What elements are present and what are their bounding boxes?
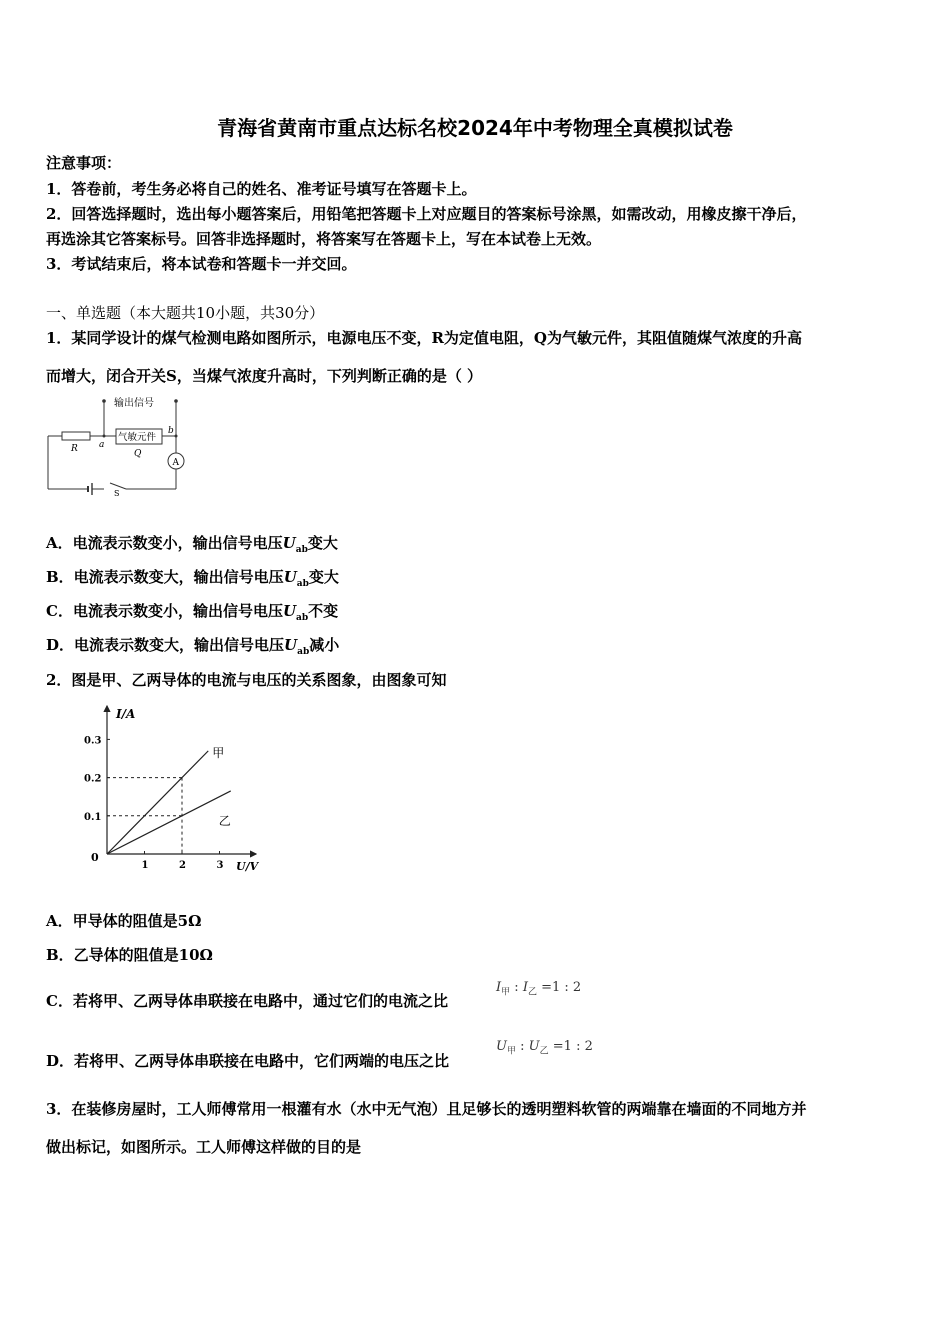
ratio-d xyxy=(496,1039,593,1057)
option-c[interactable] xyxy=(46,600,338,623)
ratio-sub: 乙 xyxy=(539,1046,549,1057)
option-var: U xyxy=(284,636,298,654)
section-heading: 一、单选题（本大题共10小题，共30分） xyxy=(46,304,325,322)
question-3-line: 3．在装修房屋时，工人师傅常用一根灌有水（水中无气泡）且足够长的透明塑料软管的两端靠在墙面的不同地方并 xyxy=(46,1100,807,1118)
series-label: 乙 xyxy=(218,813,231,828)
ratio-sub: 甲 xyxy=(506,1046,516,1057)
ratio-eq: =1 : 2 xyxy=(541,980,582,995)
iu-chart xyxy=(78,702,268,880)
question-1-line: 1．某同学设计的煤气检测电路如图所示，电源电压不变，R为定值电阻，Q为气敏元件，其阻值随煤气浓度的升高 xyxy=(46,329,802,347)
x-tick-label: 3 xyxy=(216,860,224,871)
q2-option-c[interactable]: C．若将甲、乙两导体串联接在电路中，通过它们的电流之比 xyxy=(46,992,448,1010)
option-text: A．电流表示数变小，输出信号电压 xyxy=(46,534,283,552)
option-suffix: 不变 xyxy=(308,602,339,620)
option-text: B．电流表示数变大，输出信号电压 xyxy=(46,568,284,586)
origin-label: 0 xyxy=(91,851,99,864)
option-a[interactable] xyxy=(46,532,338,555)
q2-option-a[interactable]: A．甲导体的阻值是5Ω xyxy=(46,912,202,930)
notice-item: 再选涂其它答案标号。回答非选择题时，将答案写在答题卡上，写在本试卷上无效。 xyxy=(46,230,602,248)
notice-heading: 注意事项： xyxy=(46,154,122,172)
option-sub: ab xyxy=(296,579,309,589)
x-axis-label: U/V xyxy=(236,860,259,873)
q-label: Q xyxy=(134,449,142,459)
option-d[interactable] xyxy=(46,634,339,657)
a-label: a xyxy=(99,440,105,450)
series-line-yi xyxy=(107,791,231,854)
ratio-sep: : xyxy=(520,1039,525,1054)
output-signal-label: 输出信号 xyxy=(114,398,154,409)
series-line-jia xyxy=(107,751,208,854)
resistor-r xyxy=(62,432,90,440)
ratio-sep: : xyxy=(514,980,519,995)
ratio-sub: 甲 xyxy=(501,987,511,998)
question-2-stem: 2．图是甲、乙两导体的电流与电压的关系图象，由图象可知 xyxy=(46,671,447,689)
option-sub: ab xyxy=(295,545,308,555)
option-text: D．电流表示数变大，输出信号电压 xyxy=(46,636,285,654)
option-var: U xyxy=(282,534,296,552)
option-sub: ab xyxy=(297,647,310,657)
switch-label: S xyxy=(114,489,120,497)
x-tick-label: 2 xyxy=(179,860,186,871)
y-tick-label: 0.2 xyxy=(84,773,102,785)
option-b[interactable] xyxy=(46,566,339,589)
circuit-diagram xyxy=(44,395,194,497)
ratio-c xyxy=(496,980,581,998)
page-title: 青海省黄南市重点达标名校2024年中考物理全真模拟试卷 xyxy=(217,116,733,140)
ratio-var: I xyxy=(522,980,528,995)
ratio-var: U xyxy=(496,1039,507,1054)
r-label: R xyxy=(71,444,78,454)
x-tick-label: 1 xyxy=(141,860,149,871)
option-suffix: 变大 xyxy=(308,568,339,586)
ratio-sub: 乙 xyxy=(527,987,537,998)
ratio-var: I xyxy=(496,980,502,995)
ratio-var: U xyxy=(528,1039,540,1054)
q2-option-b[interactable]: B．乙导体的阻值是10Ω xyxy=(46,946,213,964)
b-label: b xyxy=(168,426,174,436)
y-axis-label: I/A xyxy=(116,707,136,721)
option-var: U xyxy=(282,602,297,620)
ammeter-label: A xyxy=(172,458,179,468)
y-tick-label: 0.1 xyxy=(84,811,102,823)
option-sub: ab xyxy=(296,613,309,623)
series-label: 甲 xyxy=(212,745,225,760)
y-tick-label: 0.3 xyxy=(84,735,102,747)
question-1-line: 而增大，闭合开关S，当煤气浓度升高时，下列判断正确的是（ ） xyxy=(46,367,483,385)
option-text: C．电流表示数变小，输出信号电压 xyxy=(46,602,283,620)
option-suffix: 变大 xyxy=(307,534,338,552)
question-3-line: 做出标记，如图所示。工人师傅这样做的目的是 xyxy=(46,1138,362,1156)
q2-option-d[interactable]: D．若将甲、乙两导体串联接在电路中，它们两端的电压之比 xyxy=(46,1052,450,1070)
gas-sensor-label: 气敏元件 xyxy=(118,432,157,443)
option-suffix: 减小 xyxy=(309,636,340,654)
ratio-eq: =1 : 2 xyxy=(552,1039,593,1054)
notice-item: 2．回答选择题时，选出每小题答案后，用铅笔把答题卡上对应题目的答案标号涂黑，如需改动，用橡皮擦干净后， xyxy=(46,205,807,223)
notice-item: 1．答卷前，考生务必将自己的姓名、准考证号填写在答题卡上。 xyxy=(46,180,477,198)
notice-item: 3．考试结束后，将本试卷和答题卡一并交回。 xyxy=(46,255,357,273)
option-var: U xyxy=(283,568,297,586)
